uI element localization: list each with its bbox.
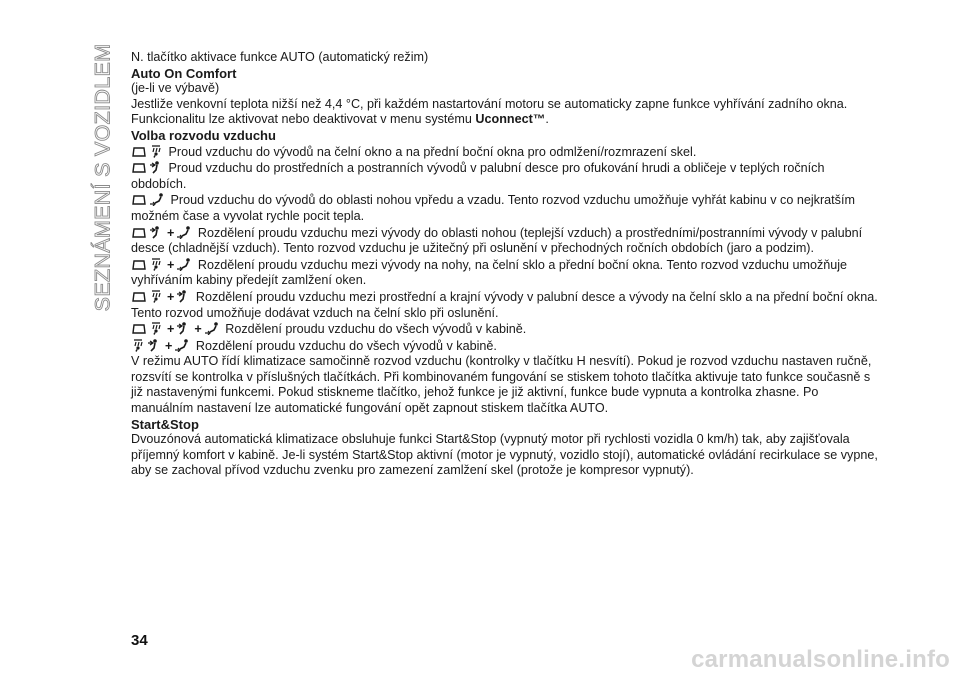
uconnect-system-name: Uconnect™ — [475, 112, 546, 127]
air-mode-text: Rozdělení proudu vzduchu do všech vývodů v kabině. — [192, 338, 497, 353]
feet-vent-icon — [174, 339, 192, 353]
windshield-icon — [131, 258, 149, 272]
air-mode-item — [131, 144, 881, 161]
plus-sign: + — [167, 322, 175, 337]
air-mode-item — [131, 289, 881, 321]
plus-sign: + — [167, 225, 175, 240]
air-mode-icons — [131, 192, 167, 209]
windshield-icon — [131, 145, 149, 159]
defrost-vent-icon — [149, 322, 165, 336]
auto-comfort-text-end: . — [545, 112, 549, 127]
air-mode-icons — [131, 160, 165, 177]
plus-sign: + — [194, 322, 202, 337]
air-mode-text: Rozdělení proudu vzduchu mezi vývody na nohy, na čelní sklo a přední boční okna. Tento rozvod vzduchu umožňuje vyhříváním kabiny předejít zamlžení oken. — [131, 257, 848, 288]
defrost-vent-icon — [149, 258, 165, 272]
air-mode-text: Proud vzduchu do vývodů do oblasti nohou vpředu a vzadu. Tento rozvod vzduchu umožňuje vyhřát kabinu v co nejkratším možném čase a vyvolat rychle pocit tepla. — [131, 193, 855, 223]
auto-comfort-paragraph — [131, 97, 881, 128]
air-mode-icons — [131, 225, 194, 242]
air-mode-text: Rozdělení proudu vzduchu mezi prostřední a krajní vývody v palubní desce a vývody na čelní sklo a na přední boční okna. Tento rozvod umožňuje dodávat vzduch na čelní sklo při oslunění. — [131, 289, 878, 320]
air-mode-icons — [131, 144, 165, 161]
feet-vent-icon — [176, 258, 194, 272]
air-mode-icons — [131, 289, 192, 306]
intro-line: N. tlačítko aktivace funkce AUTO (automatický režim) — [131, 50, 429, 64]
feet-vent-icon — [204, 322, 222, 336]
main-content — [131, 50, 881, 479]
air-mode-text: Proud vzduchu do prostředních a postranních vývodů v palubní desce pro ofukování hrudi a obličeje v teplých ročních obdobích. — [131, 161, 825, 191]
windshield-icon — [131, 161, 149, 175]
auto-comfort-text: Jestliže venkovní teplota nižší než 4,4 °C, při každém nastartování motoru se automaticky zapne funkce vyhřívání zadního okna. Funkcionalitu lze aktivovat nebo deaktivovat v menu systému — [131, 96, 848, 127]
windshield-icon — [131, 226, 149, 240]
face-vent-icon — [176, 322, 192, 336]
air-distribution-heading: Volba rozvodu vzduchu — [131, 127, 276, 143]
air-mode-text: Rozdělení proudu vzduchu do všech vývodů v kabině. — [221, 322, 527, 337]
auto-mode-paragraph: V režimu AUTO řídí klimatizace samočinně rozvod vzduchu (kontrolky v tlačítku H nesvítí). Pokud je rozvod vzduchu nastaven ručně, rozsvítí se kontrolka v příslušných tlačítkách. Při kombinovaném fungování se stiskem tohoto tlačítka aktivuje tato funkce současně s již nastavenými funkcemi. Pokud stiskneme tlačítko, jehož funkce je již aktivní, funkce bude vypnuta a kontrolka zhasne. Po manuálním nastavení lze automatické fungování opět zapnout stiskem tlačítka AUTO. — [131, 354, 872, 416]
start-stop-heading: Start&Stop — [131, 416, 199, 432]
face-vent-icon — [149, 226, 165, 240]
air-mode-icons — [131, 257, 194, 274]
page-number: 34 — [131, 632, 148, 649]
air-mode-item — [131, 160, 881, 192]
air-mode-icons — [131, 321, 222, 338]
plus-sign: + — [167, 289, 175, 304]
air-distribution-modes — [131, 144, 881, 355]
windshield-icon — [131, 193, 149, 207]
windshield-icon — [131, 290, 149, 304]
air-mode-item — [131, 192, 881, 224]
face-vent-icon — [149, 161, 165, 175]
air-mode-text: Proud vzduchu do vývodů na čelní okno a na přední boční okna pro odmlžení/rozmrazení skel. — [165, 144, 697, 159]
section-side-title — [78, 43, 128, 311]
watermark: carmanualsonline.info — [691, 646, 950, 673]
feet-vent-icon — [149, 193, 167, 207]
face-vent-icon — [147, 339, 163, 353]
face-vent-icon — [176, 290, 192, 304]
defrost-vent-icon — [149, 145, 165, 159]
air-mode-item — [131, 338, 881, 355]
defrost-vent-icon — [131, 339, 147, 353]
air-mode-text: Rozdělení proudu vzduchu mezi vývody do oblasti nohou (teplejší vzduch) a prostředními/postranními vývody v palubní desce (chladnější vzduch). Tento rozvod vzduchu je užitečný při oslunění v přechodných ročních obdobích (jaro a podzim). — [131, 225, 863, 256]
auto-comfort-condition: (je-li ve výbavě) — [131, 81, 220, 96]
defrost-vent-icon — [149, 290, 165, 304]
auto-comfort-heading: Auto On Comfort — [131, 65, 237, 81]
plus-sign: + — [165, 338, 173, 353]
air-mode-item — [131, 321, 881, 338]
windshield-icon — [131, 322, 149, 336]
section-side-title-text: SEZNÁMENÍ S VOZIDLEM — [90, 43, 115, 311]
air-mode-icons — [131, 338, 192, 355]
air-mode-item — [131, 257, 881, 289]
plus-sign: + — [167, 257, 175, 272]
start-stop-paragraph: Dvouzónová automatická klimatizace obsluhuje funkci Start&Stop (vypnutý motor při rychlosti vozidla 0 km/h) tak, aby zajišťovala příjemný komfort v kabině. Je-li systém Start&Stop aktivní (motor je vypnutý, vozidlo stojí), automatické ovládání recirkulace se vypne, aby se zachoval přívod vzduchu zvenku pro zamezení zamlžení skel (protože je kompresor vypnutý). — [131, 432, 878, 478]
air-mode-item — [131, 225, 881, 257]
feet-vent-icon — [176, 226, 194, 240]
